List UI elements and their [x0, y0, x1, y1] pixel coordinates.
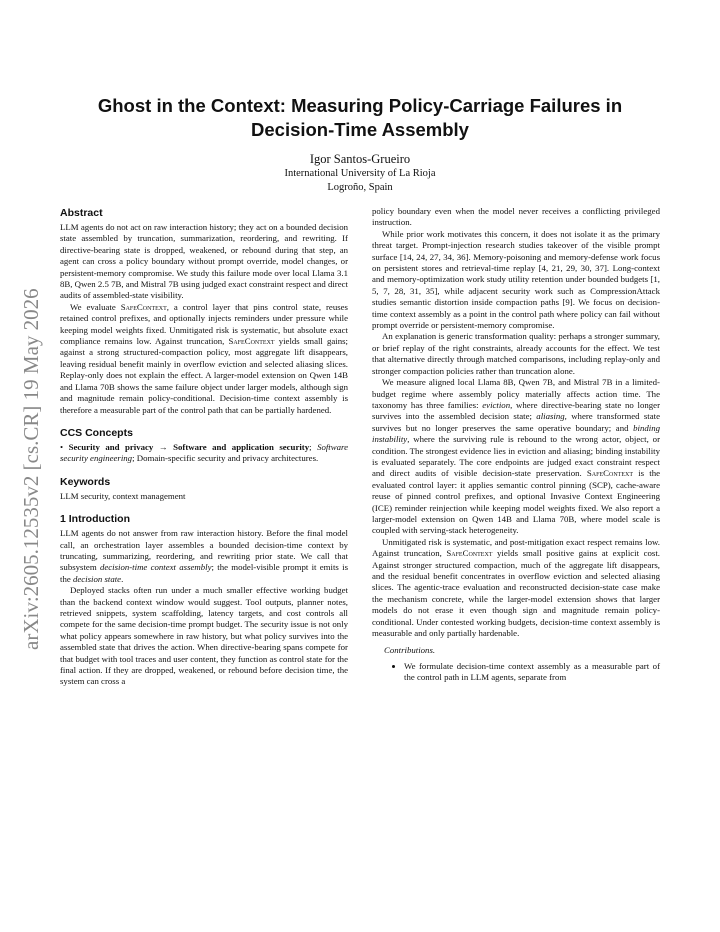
intro-paragraph-1: LLM agents do not answer from raw interaction history. Before the final model call, an orchestration layer assembles a bounded decision-time context by truncating, summarizing, reordering, and rewriting prior state. We call that subsystem decision-time context assembly; the model-visible prompt it emits is the decision state. — [60, 528, 348, 584]
paper-title — [60, 94, 660, 142]
safecontext-name: SafeContext — [446, 548, 493, 559]
intro-paragraph-5: We measure aligned local Llama 8B, Qwen 7B, and Mistral 7B in a limited-budget regime where assembly policy materially affects action time. The taxonomy has three families: eviction, where directive-bearing state no longer survives into the assembled decision state; aliasing, where transformed state survives but no longer preserves the same operative boundary; and binding instability, where the surviving rule is rebound to the wrong actor, object, or condition. The strongest evidence lies in eviction and aliasing; binding instability is evaluated separately. The core endpoints are judged exact constraint respect and direct audits of visible decision-state preservation. SafeContext is the evaluated control layer: it applies semantic control pinning (SCP), cache-aware reuse of pinned control prefixes, and optional Invasive Context Engineering (ICE) reminder reinjection while keeping model weights fixed. We also report a larger-model extension on Qwen 14B and Llama 70B, where model scale is coupled with serving-stack heterogeneity. — [372, 377, 660, 536]
ccs-concepts-heading: CCS Concepts — [60, 426, 133, 439]
intro-paragraph-2: Deployed stacks often run under a much smaller effective working budget than the backend context window would suggest. Tool outputs, planner notes, retrieved snippets, system scaffolding, latency targets, and cost controls all compete for the same decision-time prompt budget. The security issue is not only what policy appears somewhere in raw history, but what policy survives into the assembled state that drives the action. When directive-bearing spans compete for that budget with tool traces and user content, they function as control state for the final action. If they are dropped, weakened, or rebound before decision time, the system can cross a — [60, 585, 348, 687]
author-block — [160, 151, 560, 195]
contribution-item: • We formulate decision-time context assembly as a measurable part of the control path in LLM agents, separate from — [404, 661, 660, 684]
abstract-paragraph-2: We evaluate SafeContext, a control layer that pins control state, reuses retained control prefixes, and optionally injects reminders under pressure while keeping model weights fixed. Unmitigated risk is systematic, but absolute exact compliance remains low. Against truncation, SafeContext yields small gains; against a strong structured-compaction policy, most aggregate lift disappears, leaving residual benefit mainly in overflow eviction and selected aliasing slices. Replay-only does not explain the effect. A larger-model extension on Qwen 14B and Llama 70B shows the same failure object under larger models, although sign and magnitude remain policy-conditional. Decision-time context assembly is therefore a measurable part of the control path that can be partially hardened. — [60, 301, 348, 415]
ccs-concepts-text: • Security and privacy → Software and application security; Software security engineering; Domain-specific security and privacy architectures. — [60, 441, 349, 464]
author-affiliation: International University of La Rioja — [284, 168, 436, 179]
abstract-heading: Abstract — [60, 207, 103, 219]
abstract-paragraph-1: LLM agents do not act on raw interaction history; they act on a bounded decision state assembled by truncation, summarization, reordering, and rewriting. If directive-bearing state is dropped, weakened, or rebound during that step, an agent can cross a policy boundary without prompt override, model changes, or persistent-memory compromise. We study this failure mode over local Llama 3.1 8B, Qwen 2.5 7B, and Mistral 7B using judged exact constraint respect and direct audits of assembled-state visibility. — [60, 222, 348, 301]
intro-paragraph-3: While prior work motivates this concern, it does not isolate it as the primary threat target. Prompt-injection research studies takeover of the visible prompt surface [14, 24, 27, 34, 36]. Memory-poisoning and memory-defense work focus on persistent stores and retrieval-time replay [4, 21, 29, 30, 37]. Long-context and memory-optimization work study utility retention under bounded budgets [1, 5, 7, 28, 31, 35], while adjacent security work such as CompressionAttack studies semantic distortion inside compaction paths [9]. We focus on decision-time context assembly as a point in the control path where policy can fail without prompt override or persistent-memory compromise. — [372, 228, 660, 331]
safecontext-name: SafeContext — [586, 468, 633, 479]
intro-paragraph-4: An explanation is generic transformation quality: perhaps a stronger summary, or brief replay of the right constraints, already accounts for the effect. We test that alternative directly through matched comparisons, including replay-only and stronger compaction policies rather than truncation alone. — [372, 331, 660, 376]
author-location: Logroño, Spain — [327, 182, 393, 193]
intro-paragraph-2-continued: policy boundary even when the model never receives a conflicting privileged instruction. — [372, 206, 660, 228]
title-line-2: Decision-Time Assembly — [251, 119, 469, 140]
title-line-1: Ghost in the Context: Measuring Policy-Carriage Failures in — [97, 95, 623, 116]
contributions-label: Contributions. — [384, 645, 436, 656]
contributions-list — [372, 661, 660, 684]
introduction-heading: 1 Introduction — [60, 513, 130, 526]
intro-paragraph-6: Unmitigated risk is systematic, and post-mitigation exact respect remains low. Against truncation, SafeContext yields small positive gains at explicit cost. Against stronger structured compaction, much of the aggregate lift disappears, and the residual benefit concentrates in overflow eviction and selected aliasing slices. The agentic-trace evaluation and reconstructed decision-state case make the mechanism concrete, while the larger-model extension shows that larger models do not erase it even though sign and magnitude remain policy-conditional. Under contested working budgets, decision-time context assembly is measurable and only partially hardenable. — [372, 536, 660, 639]
safecontext-name: SafeContext — [228, 336, 275, 347]
arxiv-identifier-stamp — [8, 250, 52, 650]
arxiv-id-text: arXiv:2605.12535v2 [cs.CR] 19 May 2026 — [19, 288, 43, 650]
keywords-text: LLM security, context management — [60, 490, 186, 501]
arrow-icon: → — [158, 441, 168, 452]
left-column — [60, 206, 348, 688]
keywords-heading: Keywords — [60, 475, 111, 488]
right-column — [372, 206, 660, 684]
safecontext-name: SafeContext — [120, 301, 167, 312]
author-name: Igor Santos-Grueiro — [309, 152, 411, 166]
